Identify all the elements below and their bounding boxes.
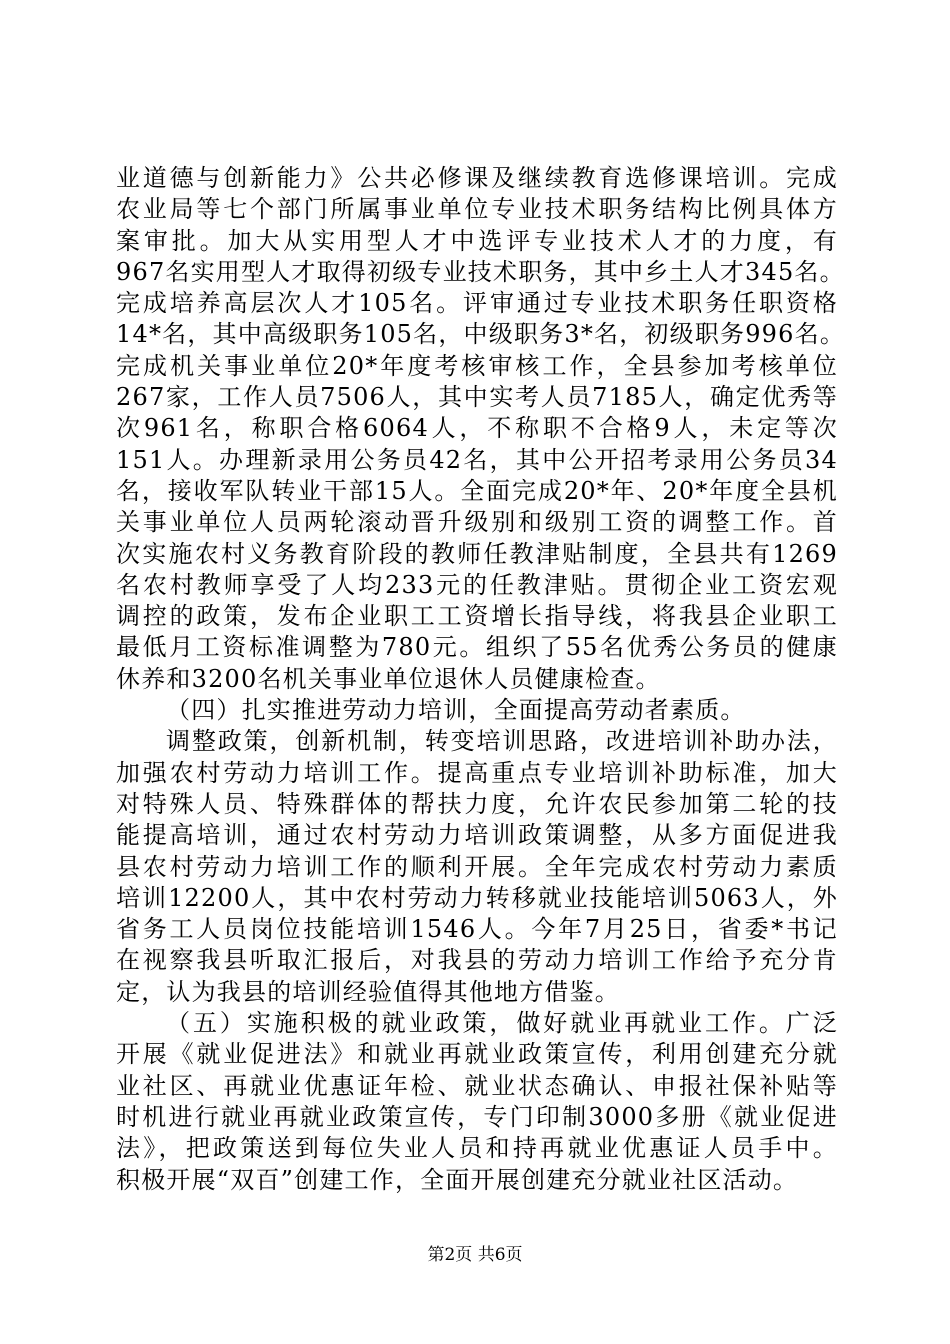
text-line: 次实施农村义务教育阶段的教师任教津贴制度，全县共有1269: [116, 539, 838, 568]
text-line: 积极开展“双百”创建工作，全面开展创建充分就业社区活动。: [116, 1165, 799, 1194]
text-line: 在视察我县听取汇报后，对我县的劳动力培训工作给予充分肯: [116, 946, 838, 975]
page-footer: 第2页 共6页: [427, 1245, 523, 1265]
text-line: 农业局等七个部门所属事业单位专业技术职务结构比例具体方: [116, 195, 838, 224]
text-line: 省务工人员岗位技能培训1546人。今年7月25日，省委*书记: [116, 915, 838, 944]
body-text: [116, 163, 846, 1196]
text-line: 案审批。加大从实用型人才中选评专业技术人才的力度，有: [116, 226, 838, 255]
text-line: 名农村教师享受了人均233元的任教津贴。贯彻企业工资宏观: [116, 570, 838, 599]
text-line: 关事业单位人员两轮滚动晋升级别和级别工资的调整工作。首: [116, 508, 838, 537]
text-line: 14*名，其中高级职务105名，中级职务3*名，初级职务996名。: [116, 320, 846, 349]
text-line: 最低月工资标准调整为780元。组织了55名优秀公务员的健康: [116, 633, 838, 662]
text-line: 967名实用型人才取得初级专业技术职务，其中乡土人才345名。: [116, 257, 845, 286]
text-line: （四）扎实推进劳动力培训，全面提高劳动者素质。: [166, 696, 746, 725]
text-line: 能提高培训，通过农村劳动力培训政策调整，从多方面促进我: [116, 821, 838, 850]
text-line: 调控的政策，发布企业职工工资增长指导线，将我县企业职工: [116, 602, 838, 631]
text-line: 调整政策，创新机制，转变培训思路，改进培训补助办法，: [166, 727, 838, 756]
text-line: 对特殊人员、特殊群体的帮扶力度，允许农民参加第二轮的技: [116, 789, 838, 818]
text-line: 定，认为我县的培训经验值得其他地方借鉴。: [116, 977, 620, 1006]
text-line: 培训12200人，其中农村劳动力转移就业技能培训5063人，外: [116, 883, 838, 912]
text-line: 加强农村劳动力培训工作。提高重点专业培训补助标准，加大: [116, 758, 838, 787]
text-line: 休养和3200名机关事业单位退休人员健康检查。: [116, 664, 661, 693]
text-line: 开展《就业促进法》和就业再就业政策宣传，利用创建充分就: [116, 1040, 838, 1069]
text-line: 完成机关事业单位20*年度考核审核工作，全县参加考核单位: [116, 351, 838, 380]
text-line: 次961名，称职合格6064人，不称职不合格9人，未定等次: [116, 414, 838, 443]
text-line: 267家，工作人员7506人，其中实考人员7185人，确定优秀等: [116, 383, 838, 412]
text-line: 名，接收军队转业干部15人。全面完成20*年、20*年度全县机: [116, 476, 838, 505]
text-line: 县农村劳动力培训工作的顺利开展。全年完成农村劳动力素质: [116, 852, 838, 881]
text-line: 法》，把政策送到每位失业人员和持再就业优惠证人员手中。: [116, 1134, 838, 1163]
text-line: 时机进行就业再就业政策宣传，专门印制3000多册《就业促进: [116, 1102, 838, 1131]
text-line: 业道德与创新能力》公共必修课及继续教育选修课培训。完成: [116, 164, 838, 192]
text-line: 151人。办理新录用公务员42名，其中公开招考录用公务员34: [116, 445, 838, 474]
text-line: （五）实施积极的就业政策，做好就业再就业工作。广泛: [166, 1009, 838, 1038]
text-line: 完成培养高层次人才105名。评审通过专业技术职务任职资格: [116, 289, 838, 318]
text-line: 业社区、再就业优惠证年检、就业状态确认、申报社保补贴等: [116, 1071, 838, 1100]
